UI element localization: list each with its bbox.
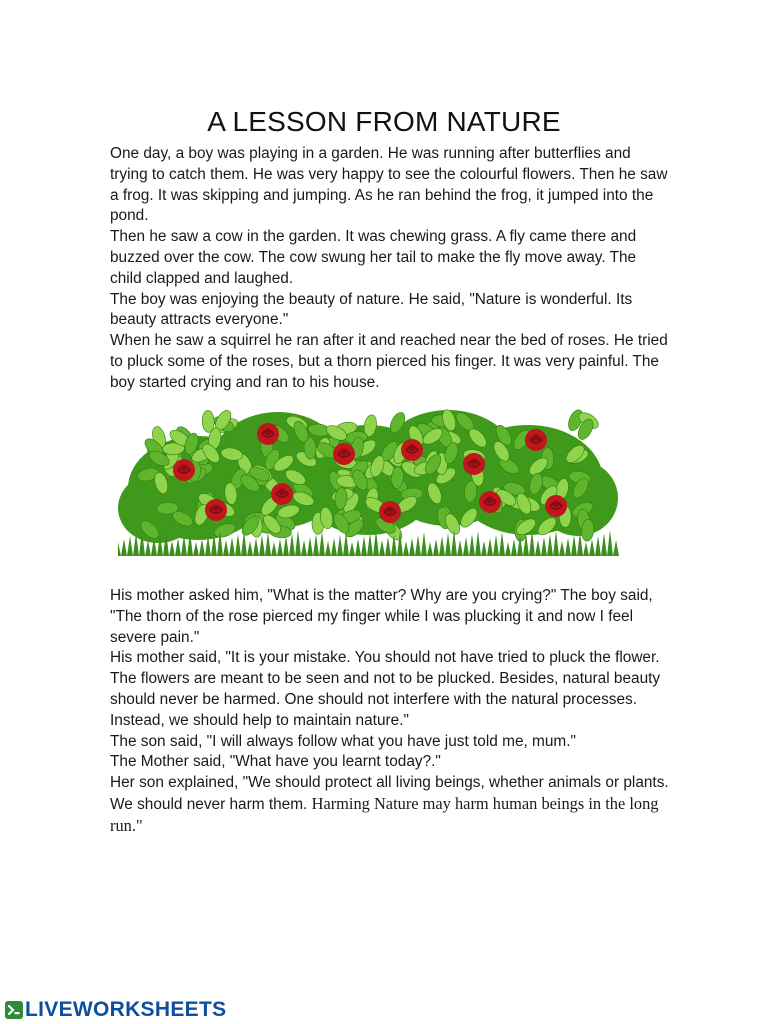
- story-top: [110, 144, 670, 394]
- rose-center: [279, 489, 286, 496]
- paragraph-final-serif: Harming Nature may harm human beings in the long run.": [110, 793, 659, 835]
- rose-center: [213, 505, 220, 512]
- rose-center: [265, 429, 272, 436]
- logo-text: LIVEWORKSHEETS: [25, 998, 227, 1021]
- paragraph: His mother asked him, "What is the matter? Why are you crying?" The boy said, "The thorn of the rose pierced my finger while I was plucking it and now I feel severe pain.": [110, 587, 653, 646]
- paragraph: Then he saw a cow in the garden. It was chewing grass. A fly came there and buzzed over the cow. The cow swung her tail to make the fly move away. The child clapped and laughed.: [110, 228, 637, 287]
- liveworksheets-logo-icon: [4, 1000, 24, 1020]
- paragraph: The Mother said, "What have you learnt today?.": [110, 753, 441, 771]
- paragraph: The boy was enjoying the beauty of nature. He said, "Nature is wonderful. Its beauty attracts everyone.": [110, 290, 633, 329]
- liveworksheets-logo[interactable]: [4, 997, 226, 1023]
- rose-center: [181, 465, 188, 472]
- paragraph: The son said, "I will always follow what you have just told me, mum.": [110, 732, 576, 750]
- rose-center: [387, 507, 394, 514]
- paragraph-final: [110, 773, 670, 837]
- paragraph: When he saw a squirrel he ran after it and reached near the bed of roses. He tried to pluck some of the roses, but a thorn pierced his finger. It was very painful. The boy started crying and ran to his house.: [110, 332, 668, 391]
- paragraph: One day, a boy was playing in a garden. He was running after butterflies and trying to catch them. He was very happy to see the colourful flowers. Then he saw a frog. It was skipping and jumping. As he ran behind the frog, it jumped into the pond.: [110, 145, 668, 225]
- rose-center: [553, 501, 560, 508]
- rose-center: [409, 445, 416, 452]
- paragraph-final-sans: Her son explained, "We should protect all living beings, whether animals or plants. We should never harm them.: [110, 774, 669, 813]
- rose-center: [487, 497, 494, 504]
- page-title: A LESSON FROM NATURE: [207, 106, 561, 137]
- rose-center: [471, 459, 478, 466]
- rose-bush-icon: [118, 398, 620, 558]
- story-bottom: [110, 586, 670, 838]
- rose-center: [533, 435, 540, 442]
- rose-center: [341, 449, 348, 456]
- paragraph: His mother said, "It is your mistake. You should not have tried to pluck the flower. The flowers are meant to be seen and not to be plucked. Besides, natural beauty should never be harmed. One should not interfere with the natural processes. Instead, we should help to maintain nature.": [110, 649, 661, 729]
